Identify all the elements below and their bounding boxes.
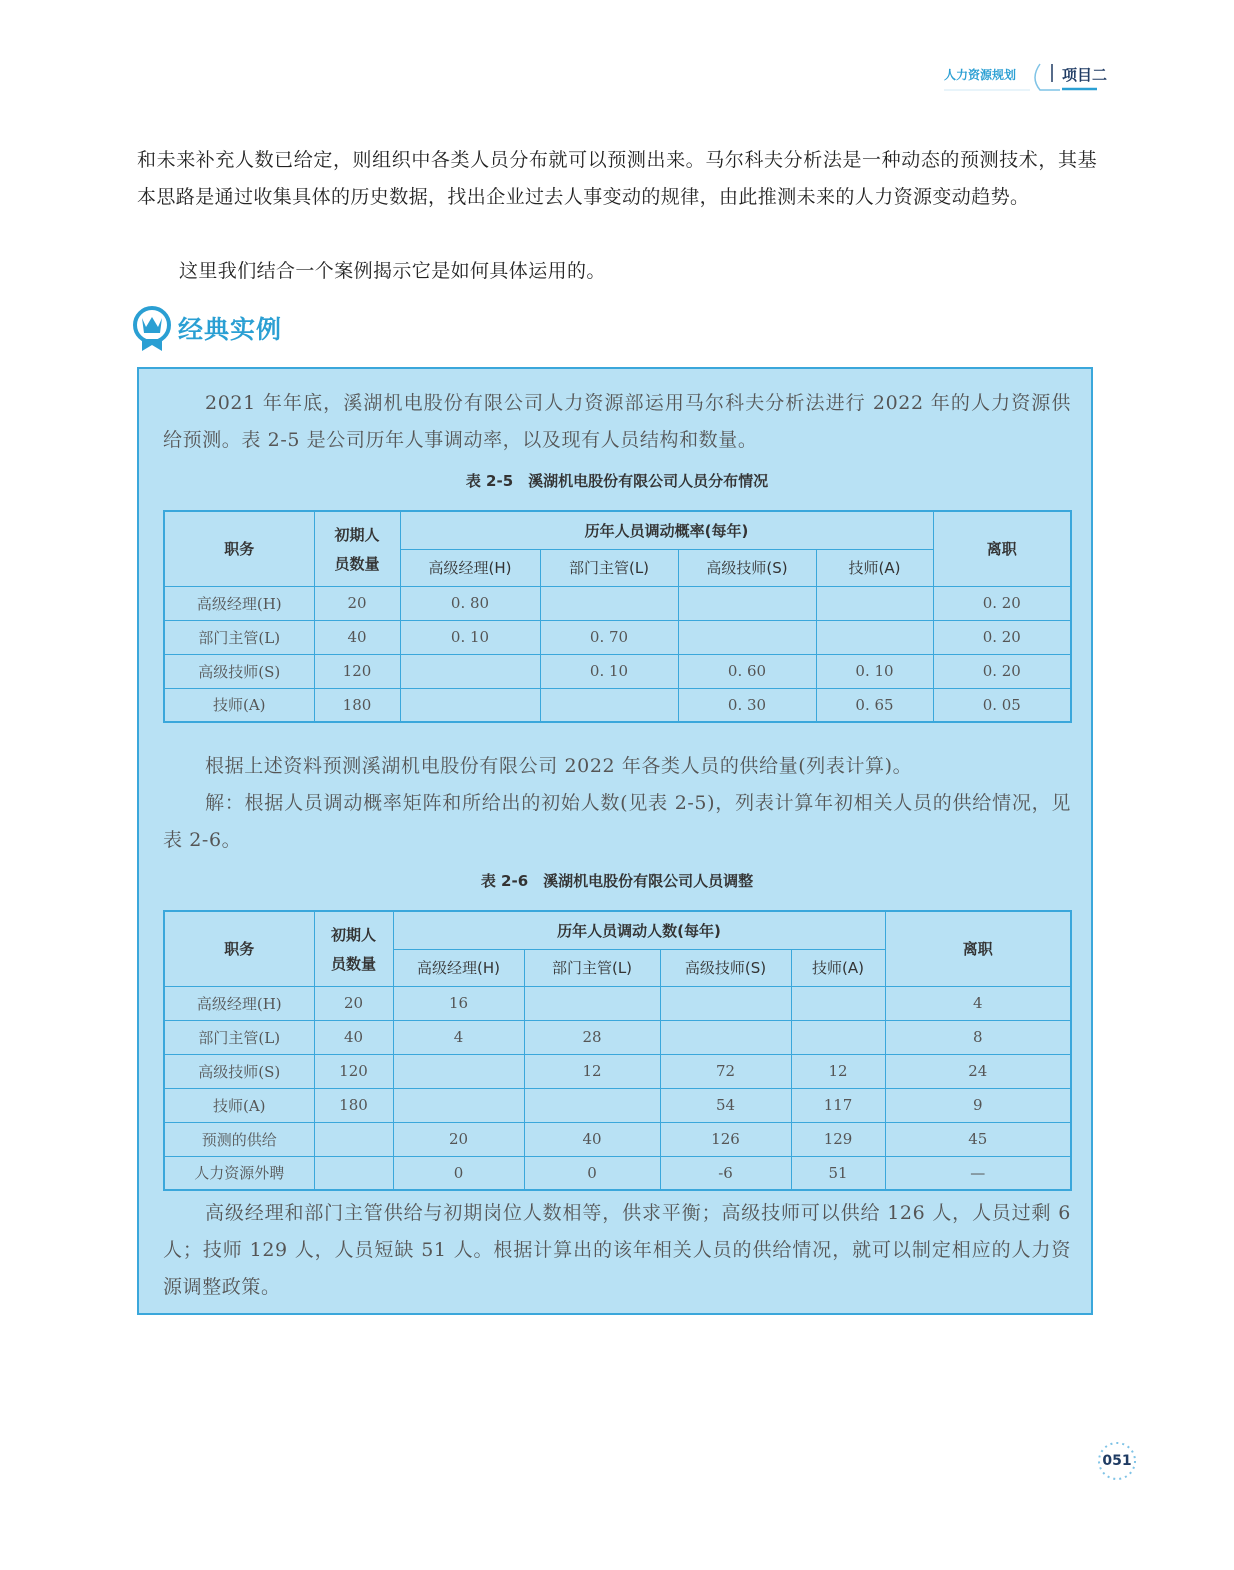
- cell-leave: 0. 20: [933, 586, 1071, 620]
- col-header-h: 高级经理(H): [393, 949, 524, 986]
- cell-position: 预测的供给: [164, 1122, 314, 1156]
- cell-position: 人力资源外聘: [164, 1156, 314, 1190]
- cell-initial: 20: [314, 986, 393, 1020]
- cell-a: [816, 620, 933, 654]
- table-row: [164, 1122, 1071, 1156]
- table-row: [164, 688, 1071, 722]
- cell-leave: 9: [885, 1088, 1071, 1122]
- cell-initial: 120: [314, 654, 400, 688]
- cell-position: 部门主管(L): [164, 1020, 314, 1054]
- cell-s: 0. 30: [678, 688, 816, 722]
- cell-leave: 4: [885, 986, 1071, 1020]
- cell-h: [393, 1088, 524, 1122]
- cell-a: [791, 1020, 885, 1054]
- table-2-5-caption: 表 2-5 溪湖机电股份有限公司人员分布情况: [465, 472, 769, 490]
- cell-leave: 45: [885, 1122, 1071, 1156]
- cell-s: 54: [660, 1088, 791, 1122]
- cell-position: 高级技师(S): [164, 654, 314, 688]
- cell-s: [660, 1020, 791, 1054]
- col-header-position: 职务: [164, 911, 314, 986]
- cell-l: 28: [524, 1020, 660, 1054]
- cell-a: [791, 986, 885, 1020]
- cell-position: 高级经理(H): [164, 986, 314, 1020]
- cell-initial: [314, 1156, 393, 1190]
- col-header-group: 历年人员调动概率(每年): [400, 511, 933, 549]
- cell-l: 12: [524, 1054, 660, 1088]
- body-paragraph-2: 这里我们结合一个案例揭示它是如何具体运用的。: [179, 260, 606, 282]
- col-header-l: 部门主管(L): [524, 949, 660, 986]
- table-row: [164, 620, 1071, 654]
- case-solution: 解：根据人员调动概率矩阵和所给出的初始人数(见表 2-5)，列表计算年初相关人员的供给情况，见表 2-6。: [163, 792, 1071, 851]
- cell-h: 20: [393, 1122, 524, 1156]
- cell-a: 0. 10: [816, 654, 933, 688]
- cell-l: 0: [524, 1156, 660, 1190]
- cell-a: 129: [791, 1122, 885, 1156]
- cell-s: [660, 986, 791, 1020]
- cell-leave: —: [885, 1156, 1071, 1190]
- section-title: 经典实例: [178, 315, 283, 344]
- cell-l: [524, 1088, 660, 1122]
- cell-s: -6: [660, 1156, 791, 1190]
- cell-leave: 0. 05: [933, 688, 1071, 722]
- col-header-group: 历年人员调动人数(每年): [393, 911, 885, 949]
- table-2-5: [163, 510, 1072, 723]
- header-section-title: 人力资源规划: [944, 68, 1017, 82]
- cell-a: 51: [791, 1156, 885, 1190]
- cell-l: 0. 70: [540, 620, 678, 654]
- cell-s: [678, 620, 816, 654]
- col-header-leave: 离职: [885, 911, 1071, 986]
- col-header-initial-line2: 员数量: [334, 554, 380, 573]
- cell-h: [393, 1054, 524, 1088]
- cell-initial: 20: [314, 586, 400, 620]
- cell-leave: 0. 20: [933, 654, 1071, 688]
- col-header-s: 高级技师(S): [678, 549, 816, 586]
- table-2-6-caption: 表 2-6 溪湖机电股份有限公司人员调整: [480, 872, 754, 890]
- col-header-initial-line1: 初期人: [334, 525, 380, 544]
- cell-a: 12: [791, 1054, 885, 1088]
- cell-leave: 24: [885, 1054, 1071, 1088]
- table-row: [164, 1020, 1071, 1054]
- cell-h: [400, 654, 540, 688]
- cell-h: 16: [393, 986, 524, 1020]
- col-header-initial-line1: 初期人: [330, 925, 376, 944]
- table-row: [164, 1054, 1071, 1088]
- page-header: [0, 0, 1234, 100]
- crown-badge-icon: [132, 305, 172, 353]
- cell-initial: 120: [314, 1054, 393, 1088]
- case-question: 根据上述资料预测溪湖机电股份有限公司 2022 年各类人员的供给量(列表计算)。: [205, 755, 913, 777]
- cell-h: 0. 10: [400, 620, 540, 654]
- case-conclusion: 高级经理和部门主管供给与初期岗位人数相等，供求平衡；高级技师可以供给 126 人，人员过剩 6 人；技师 129 人，人员短缺 51 人。根据计算出的该年相关人员的供给情况，就可以制定相应的人力资源调整政策。: [163, 1202, 1071, 1298]
- cell-leave: 8: [885, 1020, 1071, 1054]
- cell-l: [540, 586, 678, 620]
- col-header-initial-line2: 员数量: [330, 954, 376, 973]
- cell-initial: 40: [314, 1020, 393, 1054]
- cell-initial: 180: [314, 688, 400, 722]
- col-header-position: 职务: [164, 511, 314, 586]
- cell-position: 高级经理(H): [164, 586, 314, 620]
- cell-position: 高级技师(S): [164, 1054, 314, 1088]
- cell-a: 117: [791, 1088, 885, 1122]
- table-2-6: [163, 910, 1072, 1191]
- cell-position: 部门主管(L): [164, 620, 314, 654]
- table-row: [164, 1088, 1071, 1122]
- cell-l: [540, 688, 678, 722]
- header-project-label: 项目二: [1062, 66, 1108, 84]
- cell-s: 72: [660, 1054, 791, 1088]
- cell-h: 0: [393, 1156, 524, 1190]
- header-decoration: [0, 0, 1234, 100]
- case-intro: 2021 年年底，溪湖机电股份有限公司人力资源部运用马尔科夫分析法进行 2022 年的人力资源供给预测。表 2-5 是公司历年人事调动率，以及现有人员结构和数量。: [163, 392, 1071, 451]
- cell-leave: 0. 20: [933, 620, 1071, 654]
- cell-position: 技师(A): [164, 688, 314, 722]
- table-row: [164, 1156, 1071, 1190]
- cell-l: 40: [524, 1122, 660, 1156]
- col-header-s: 高级技师(S): [660, 949, 791, 986]
- cell-initial: [314, 1122, 393, 1156]
- table-row: [164, 586, 1071, 620]
- cell-position: 技师(A): [164, 1088, 314, 1122]
- col-header-leave: 离职: [933, 511, 1071, 586]
- body-paragraph-1: 和未来补充人数已给定，则组织中各类人员分布就可以预测出来。马尔科夫分析法是一种动态的预测技术，其基本思路是通过收集具体的历史数据，找出企业过去人事变动的规律，由此推测未来的人力资源变动趋势。: [137, 149, 1097, 208]
- cell-l: 0. 10: [540, 654, 678, 688]
- cell-s: [678, 586, 816, 620]
- cell-h: 0. 80: [400, 586, 540, 620]
- col-header-initial: [314, 911, 393, 986]
- cell-h: [400, 688, 540, 722]
- cell-s: 0. 60: [678, 654, 816, 688]
- col-header-a: 技师(A): [791, 949, 885, 986]
- col-header-h: 高级经理(H): [400, 549, 540, 586]
- page-number: 051: [1102, 1453, 1132, 1469]
- cell-initial: 180: [314, 1088, 393, 1122]
- col-header-initial: [314, 511, 400, 586]
- cell-initial: 40: [314, 620, 400, 654]
- cell-a: [816, 586, 933, 620]
- cell-l: [524, 986, 660, 1020]
- cell-h: 4: [393, 1020, 524, 1054]
- table-row: [164, 986, 1071, 1020]
- table-row: [164, 654, 1071, 688]
- cell-s: 126: [660, 1122, 791, 1156]
- cell-a: 0. 65: [816, 688, 933, 722]
- col-header-a: 技师(A): [816, 549, 933, 586]
- col-header-l: 部门主管(L): [540, 549, 678, 586]
